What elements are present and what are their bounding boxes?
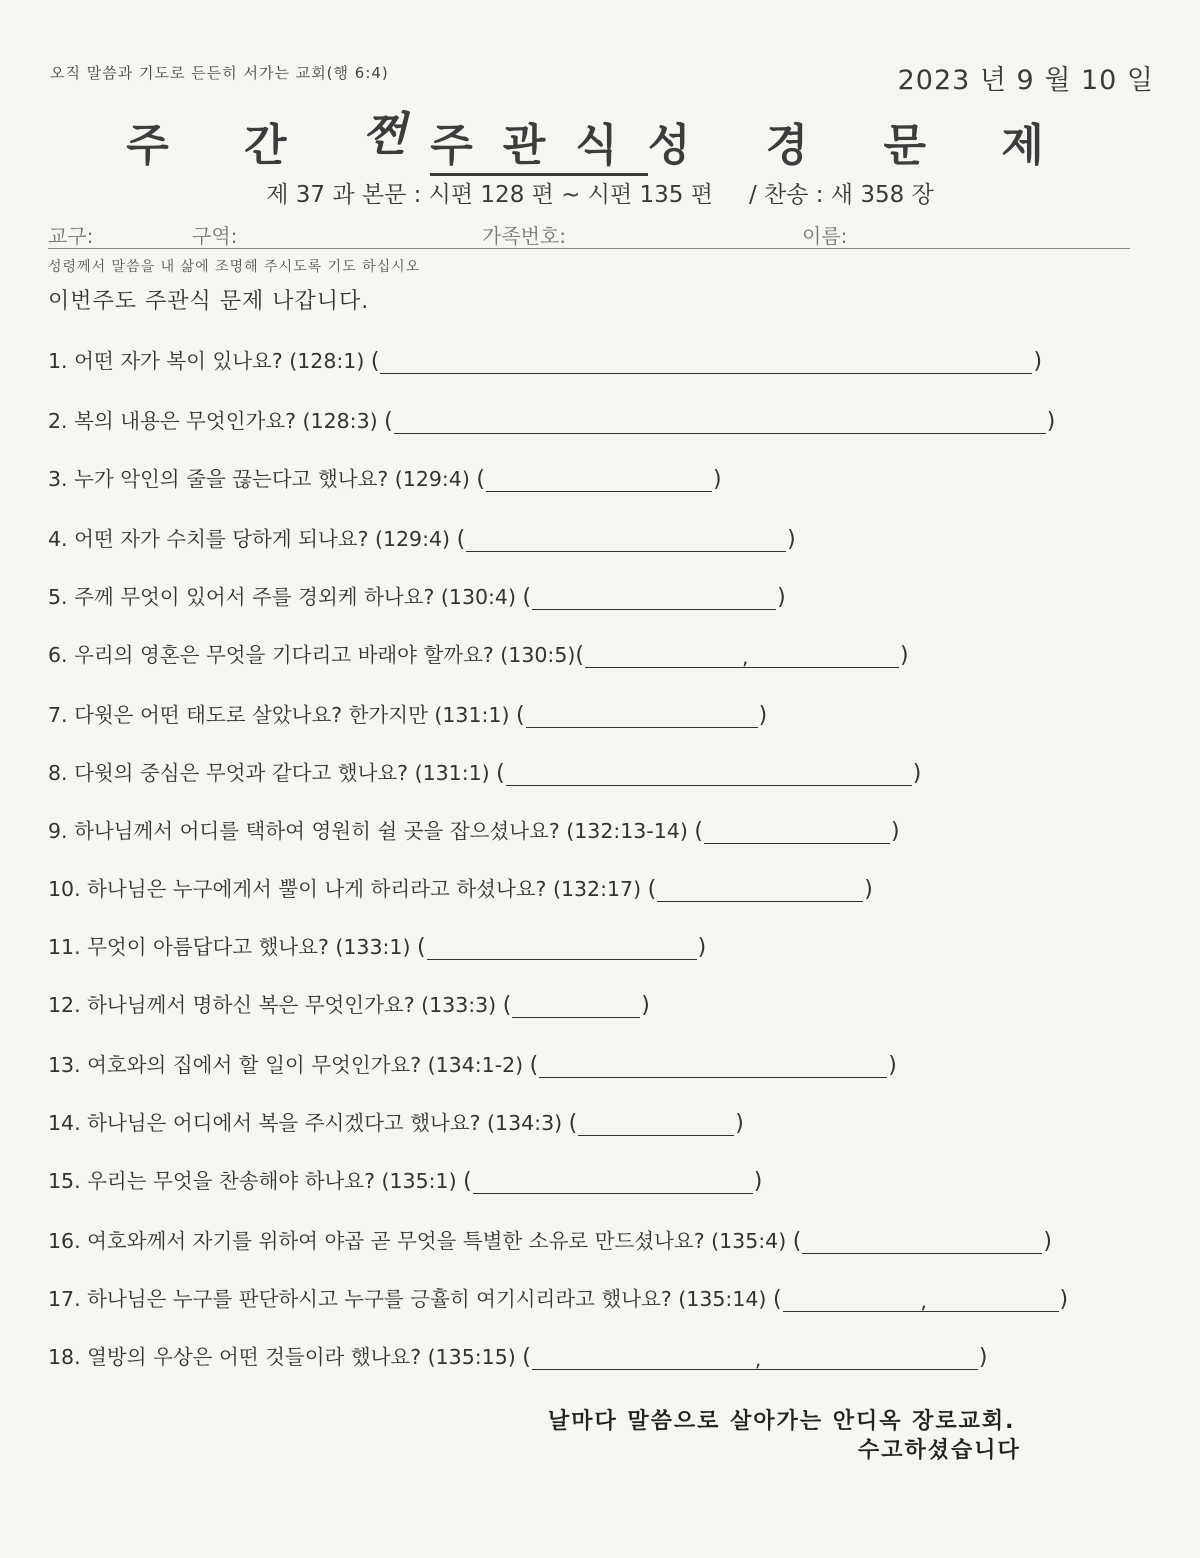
close-paren: ) — [978, 1345, 988, 1370]
worksheet-date: 2023 년 9 월 10 일 — [897, 65, 1154, 96]
open-paren: ( — [416, 935, 426, 960]
answer-blank[interactable] — [394, 407, 1046, 434]
page-title — [0, 108, 1200, 174]
closing-church-line: 날마다 말씀으로 살아가는 안디옥 장로교회. — [548, 1409, 1016, 1434]
open-paren: ( — [522, 1345, 531, 1370]
close-paren: ) — [912, 761, 922, 786]
question-1 — [48, 340, 1042, 374]
close-paren: ) — [697, 935, 707, 960]
title-suffix: 성 경 문 제 — [647, 120, 1074, 171]
question-text: 4. 어떤 자가 수치를 당하게 되나요? (129:4) — [48, 527, 457, 551]
question-5 — [48, 576, 786, 610]
question-text: 17. 하나님은 누구를 판단하시고 누구를 긍휼히 여기시리라고 했나요? (135:14) — [48, 1287, 773, 1311]
family-number-label: 가족번호: — [482, 224, 567, 248]
open-paren: ( — [463, 1169, 472, 1194]
hymn-number: / 찬송 : 새 358 장 — [748, 182, 934, 208]
district-label: 교구: — [48, 224, 94, 248]
question-17 — [48, 1278, 1068, 1312]
area-label: 구역: — [192, 224, 238, 248]
title-prefix: 주 간 — [126, 120, 317, 171]
answer-blank[interactable] — [466, 525, 786, 552]
question-16 — [48, 1220, 1052, 1254]
question-12 — [48, 984, 650, 1018]
answer-blank[interactable] — [585, 641, 899, 668]
prayer-note: 성령께서 말씀을 내 삶에 조명해 주시도록 기도 하십시오 — [48, 259, 421, 275]
question-7 — [48, 694, 767, 728]
open-paren: ( — [502, 993, 512, 1018]
open-paren: ( — [515, 703, 525, 728]
name-label: 이름: — [802, 224, 848, 248]
question-9 — [48, 810, 900, 844]
open-paren: ( — [694, 819, 703, 844]
question-text: 18. 열방의 우상은 어떤 것들이라 했나요? (135:15) — [48, 1345, 523, 1369]
open-paren: ( — [568, 1111, 578, 1136]
question-10 — [48, 868, 873, 902]
open-paren: ( — [772, 1287, 782, 1312]
question-2 — [48, 400, 1055, 434]
open-paren: ( — [792, 1229, 802, 1254]
open-paren: ( — [496, 761, 505, 786]
answer-blank[interactable] — [704, 817, 890, 844]
close-paren: ) — [735, 1111, 744, 1136]
church-motto: 오직 말씀과 기도로 든든히 서가는 교회(행 6:4) — [50, 64, 389, 82]
open-paren: ( — [370, 349, 380, 374]
open-paren: ( — [384, 409, 393, 434]
answer-blank[interactable] — [578, 1109, 734, 1136]
question-13 — [48, 1044, 897, 1078]
close-paren: ) — [753, 1169, 763, 1194]
question-4 — [48, 518, 796, 552]
close-paren: ) — [890, 819, 900, 844]
answer-blank[interactable] — [380, 347, 1032, 374]
answer-blank[interactable] — [532, 1343, 978, 1370]
lesson-subtitle — [0, 176, 1200, 209]
question-text: 8. 다윗의 중심은 무엇과 같다고 했나요? (131:1) — [48, 761, 497, 785]
intro-text: 이번주도 주관식 문제 나갑니다. — [48, 289, 370, 314]
answer-separator-comma: , — [920, 1289, 927, 1313]
question-text: 1. 어떤 자가 복이 있나요? (128:1) — [48, 349, 371, 373]
question-8 — [48, 752, 921, 786]
member-info-row — [48, 216, 1130, 249]
question-text: 15. 우리는 무엇을 찬송해야 하나요? (135:1) — [48, 1169, 464, 1193]
answer-blank[interactable] — [506, 759, 912, 786]
question-text: 11. 무엇이 아름답다고 했나요? (133:1) — [48, 935, 417, 959]
answer-blank[interactable] — [657, 875, 863, 902]
question-11 — [48, 926, 706, 960]
answer-blank[interactable] — [512, 991, 640, 1018]
close-paren: ) — [899, 643, 909, 668]
close-paren: ) — [1043, 1229, 1052, 1254]
question-18 — [48, 1336, 987, 1370]
question-text: 12. 하나님께서 명하신 복은 무엇인가요? (133:3) — [48, 993, 503, 1017]
close-paren: ) — [758, 703, 768, 728]
question-3 — [48, 458, 722, 492]
answer-blank[interactable] — [473, 1167, 753, 1194]
close-paren: ) — [864, 877, 873, 902]
answer-blank[interactable] — [526, 701, 758, 728]
answer-blank[interactable] — [486, 465, 712, 492]
close-paren: ) — [641, 993, 650, 1018]
close-paren: ) — [888, 1053, 897, 1078]
question-text: 14. 하나님은 어디에서 복을 주시겠다고 했나요? (134:3) — [48, 1111, 569, 1135]
question-14 — [48, 1102, 744, 1136]
question-text: 7. 다윗은 어떤 태도로 살았나요? 한가지만 (131:1) — [48, 703, 516, 727]
answer-separator-comma: , — [754, 1347, 762, 1371]
open-paren: ( — [476, 467, 485, 492]
close-paren: ) — [1046, 409, 1056, 434]
close-paren: ) — [777, 585, 786, 610]
open-paren: ( — [575, 643, 584, 668]
question-text: 6. 우리의 영혼은 무엇을 기다리고 바래야 할까요? (130:5) — [48, 643, 576, 667]
answer-blank[interactable] — [427, 933, 697, 960]
open-paren: ( — [529, 1053, 539, 1078]
answer-blank[interactable] — [532, 583, 776, 610]
question-text: 16. 여호와께서 자기를 위하여 야곱 곧 무엇을 특별한 소유로 만드셨나요? (135:4) — [48, 1229, 793, 1253]
open-paren: ( — [522, 585, 532, 610]
answer-blank[interactable] — [539, 1051, 887, 1078]
question-text: 5. 주께 무엇이 있어서 주를 경외케 하나요? (130:4) — [48, 585, 523, 609]
question-text: 3. 누가 악인의 줄을 끊는다고 했나요? (129:4) — [48, 467, 477, 491]
question-text: 9. 하나님께서 어디를 택하여 영원히 쉴 곳을 잡으셨나요? (132:13-14) — [48, 819, 695, 843]
close-paren: ) — [712, 467, 722, 492]
close-paren: ) — [787, 527, 796, 552]
question-text: 2. 복의 내용은 무엇인가요? (128:3) — [48, 409, 385, 433]
answer-blank[interactable] — [783, 1285, 1059, 1312]
open-paren: ( — [456, 527, 466, 552]
close-paren: ) — [1033, 349, 1043, 374]
title-handwritten-mark: 쩐 — [361, 107, 407, 161]
lesson-passage: 제 37 과 본문 : 시편 128 편 ~ 시편 135 편 — [266, 182, 713, 208]
close-paren: ) — [1059, 1287, 1069, 1312]
question-6 — [48, 634, 909, 668]
closing-thanks: 수고하셨습니다 — [858, 1438, 1021, 1463]
answer-separator-comma: , — [741, 645, 749, 669]
question-15 — [48, 1160, 762, 1194]
open-paren: ( — [647, 877, 657, 902]
question-text: 13. 여호와의 집에서 할 일이 무엇인가요? (134:1-2) — [48, 1053, 530, 1077]
answer-blank[interactable] — [802, 1227, 1042, 1254]
question-text: 10. 하나님은 누구에게서 뿔이 나게 하리라고 하셨나요? (132:17) — [48, 877, 648, 901]
title-underlined: 주관식 — [430, 120, 648, 176]
